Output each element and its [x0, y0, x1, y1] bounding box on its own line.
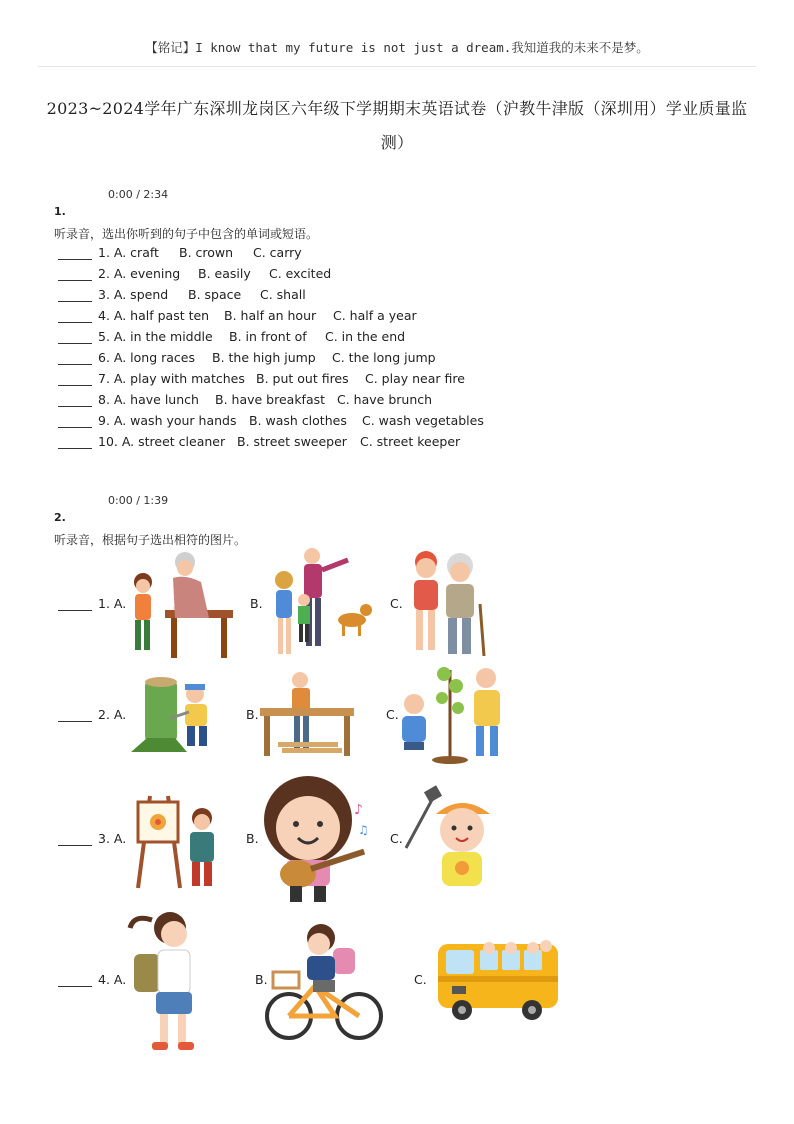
option-a: 3. A. spend	[98, 287, 169, 302]
option-a: 7. A. play with matches	[98, 371, 245, 386]
option-c: C. street keeper	[360, 434, 461, 449]
q1-item-row	[58, 413, 484, 431]
exam-title	[40, 92, 754, 160]
answer-blank[interactable]	[58, 289, 92, 302]
option-c: C. shall	[260, 287, 306, 302]
option-b: B. in front of	[229, 329, 307, 344]
header-motto: 【铭记】I know that my future is not just a dream.我知道我的未来不是梦。	[145, 40, 649, 55]
man-carpentry-picture[interactable]	[258, 670, 358, 758]
exam-title-line1: 2023~2024学年广东深圳龙岗区六年级下学期期末英语试卷（沪教牛津版（深圳用）学业质量监	[46, 99, 748, 118]
option-label-b: B.	[246, 831, 259, 846]
grandma-child-cooking-picture[interactable]	[125, 548, 235, 660]
answer-blank[interactable]	[58, 415, 92, 428]
option-c: C. wash vegetables	[362, 413, 484, 428]
girl-helping-grandma-picture[interactable]	[402, 548, 492, 660]
q1-item-row	[58, 329, 406, 347]
option-b: B. easily	[198, 266, 251, 281]
option-b: B. have breakfast	[215, 392, 326, 407]
option-c: C. carry	[253, 245, 302, 260]
answer-blank[interactable]	[58, 310, 92, 323]
option-c: C. play near fire	[365, 371, 465, 386]
option-b: B. space	[188, 287, 242, 302]
option-label-a: 2. A.	[98, 707, 127, 722]
option-label-c: C.	[390, 831, 403, 846]
option-c: C. have brunch	[337, 392, 433, 407]
option-label-c: C.	[414, 972, 427, 987]
answer-blank[interactable]	[58, 268, 92, 281]
q1-item-row	[58, 371, 465, 389]
answer-blank[interactable]	[58, 373, 92, 386]
option-b: B. the high jump	[212, 350, 316, 365]
girl-painting-picture[interactable]	[128, 792, 224, 890]
answer-blank[interactable]	[58, 352, 92, 365]
q1-item-row	[58, 245, 302, 263]
exam-title-line2: 测）	[380, 133, 414, 152]
option-label-b: B.	[246, 707, 259, 722]
option-a: 1. A. craft	[98, 245, 159, 260]
option-b: B. put out fires	[256, 371, 349, 386]
option-a: 9. A. wash your hands	[98, 413, 237, 428]
q1-item-row	[58, 434, 461, 452]
girl-hiking-picture[interactable]	[400, 784, 504, 896]
answer-blank[interactable]	[58, 598, 92, 611]
q1-item-row	[58, 308, 417, 326]
girl-walking-to-school-picture[interactable]	[124, 908, 216, 1054]
q2-row-1	[58, 596, 126, 611]
option-a: 10. A. street cleaner	[98, 434, 226, 449]
option-c: C. in the end	[325, 329, 406, 344]
option-b: B. crown	[179, 245, 234, 260]
option-c: C. the long jump	[332, 350, 436, 365]
option-a: 8. A. have lunch	[98, 392, 199, 407]
svg-text:♫: ♫	[358, 823, 369, 837]
answer-blank[interactable]	[58, 709, 92, 722]
school-bus-picture[interactable]	[434, 936, 562, 1026]
q1-instruction: 听录音，选出你听到的句子中包含的单词或短语。	[54, 227, 319, 241]
option-c: C. half a year	[333, 308, 417, 323]
option-label-a: 4. A.	[98, 972, 127, 987]
q1-item-row	[58, 350, 436, 368]
option-label-b: B.	[250, 596, 263, 611]
q1-audio-time[interactable]: 0:00 / 2:34	[108, 188, 169, 201]
answer-blank[interactable]	[58, 974, 92, 987]
girl-riding-bike-picture[interactable]	[265, 920, 383, 1044]
q1-item-row	[58, 287, 306, 305]
girl-playing-guitar-picture[interactable]	[258, 774, 370, 906]
family-walking-dog-picture[interactable]	[266, 546, 376, 662]
boy-cutting-tree-picture[interactable]	[125, 674, 229, 756]
option-a: 5. A. in the middle	[98, 329, 213, 344]
svg-text:♪: ♪	[354, 802, 363, 818]
q2-instruction: 听录音，根据句子选出相符的图片。	[54, 533, 247, 547]
q2-row-4	[58, 972, 126, 987]
option-label-b: B.	[255, 972, 268, 987]
q1-item-row	[58, 266, 332, 284]
answer-blank[interactable]	[58, 436, 92, 449]
option-b: B. wash clothes	[249, 413, 347, 428]
option-label-c: C.	[386, 707, 399, 722]
option-a: 2. A. evening	[98, 266, 181, 281]
option-c: C. excited	[269, 266, 332, 281]
answer-blank[interactable]	[58, 833, 92, 846]
q2-number: 2.	[54, 511, 66, 524]
option-b: B. half an hour	[224, 308, 317, 323]
children-planting-tree-picture[interactable]	[398, 660, 514, 766]
header-divider	[38, 66, 756, 67]
q1-number: 1.	[54, 205, 66, 218]
option-a: 6. A. long races	[98, 350, 196, 365]
answer-blank[interactable]	[58, 331, 92, 344]
option-b: B. street sweeper	[237, 434, 347, 449]
q2-row-2	[58, 707, 126, 722]
q2-row-3	[58, 831, 126, 846]
q1-item-row	[58, 392, 433, 410]
option-label-a: 1. A.	[98, 596, 127, 611]
q2-audio-time[interactable]: 0:00 / 1:39	[108, 494, 169, 507]
option-label-a: 3. A.	[98, 831, 127, 846]
answer-blank[interactable]	[58, 394, 92, 407]
option-a: 4. A. half past ten	[98, 308, 210, 323]
option-label-c: C.	[390, 596, 403, 611]
answer-blank[interactable]	[58, 247, 92, 260]
